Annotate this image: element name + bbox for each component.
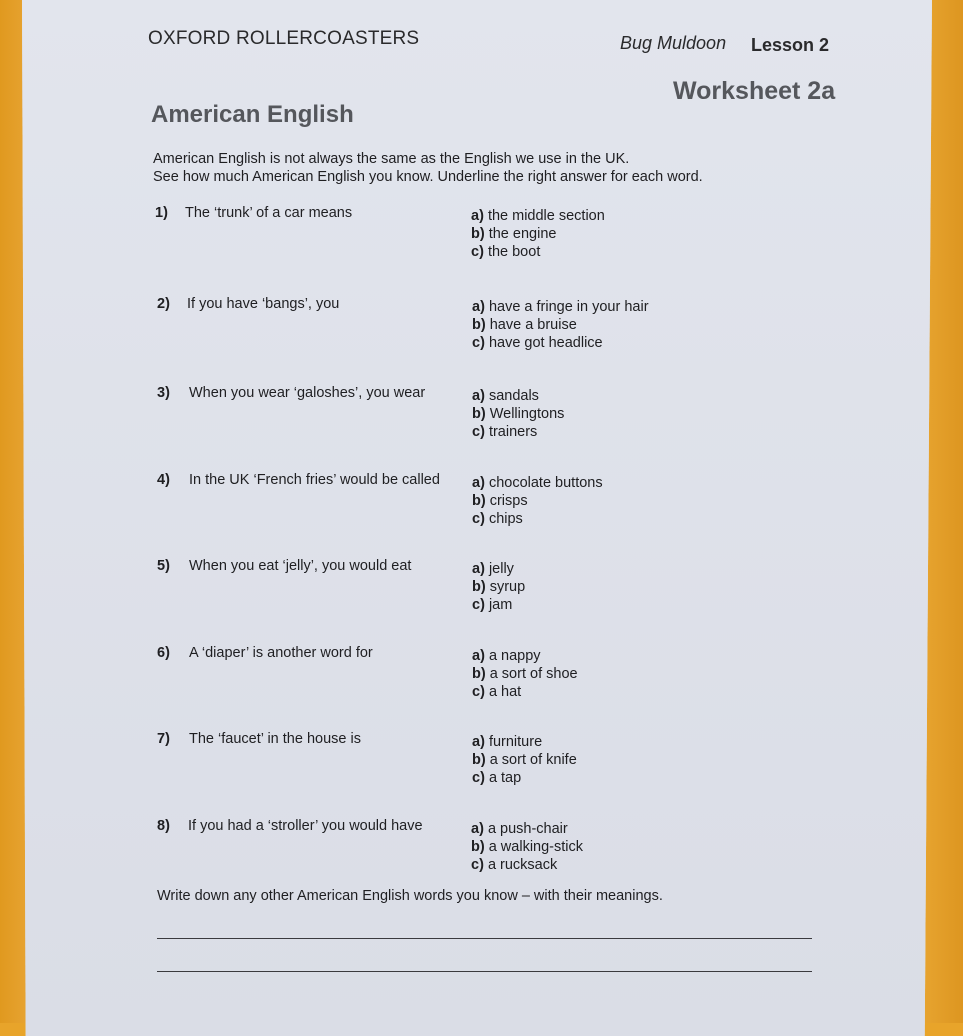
option-label: c): [472, 424, 485, 440]
option-text: a nappy: [488, 648, 541, 664]
option-label: b): [471, 839, 485, 855]
question-number: 1): [155, 205, 168, 221]
option-b[interactable]: [471, 838, 583, 856]
footer-instruction: Write down any other American English words you know – with their meanings.: [157, 888, 663, 904]
option-text: syrup: [489, 579, 526, 595]
option-c[interactable]: [472, 423, 564, 441]
lesson-label: Lesson 2: [751, 35, 830, 55]
option-a[interactable]: [472, 647, 578, 665]
option-c[interactable]: [471, 243, 605, 261]
option-a[interactable]: [472, 733, 577, 751]
option-text: a hat: [488, 684, 522, 700]
answer-options: [472, 560, 525, 614]
option-label: c): [472, 597, 485, 613]
option-label: a): [471, 821, 484, 837]
option-text: crisps: [489, 493, 528, 509]
question-number: 2): [157, 296, 170, 312]
option-label: a): [472, 734, 485, 750]
answer-options: [472, 647, 578, 701]
option-label: c): [472, 335, 485, 351]
question-number: 6): [157, 645, 170, 661]
option-label: b): [472, 666, 486, 682]
option-a[interactable]: [471, 820, 583, 838]
option-label: b): [472, 752, 486, 768]
option-text: furniture: [488, 734, 543, 750]
question-text: In the UK ‘French fries’ would be called: [189, 472, 440, 488]
publisher-name: OXFORD ROLLERCOASTERS: [148, 28, 420, 49]
option-text: a tap: [488, 770, 522, 786]
option-a[interactable]: [472, 298, 649, 316]
question-text: When you eat ‘jelly’, you would eat: [189, 558, 412, 574]
question-text: A ‘diaper’ is another word for: [189, 645, 373, 661]
option-text: a push-chair: [487, 821, 568, 837]
option-b[interactable]: [472, 316, 649, 334]
intro-line-1: American English is not always the same as the English we use in the UK.: [153, 151, 630, 167]
answer-options: [471, 820, 583, 874]
option-text: Wellingtons: [489, 406, 565, 422]
option-text: have a fringe in your hair: [488, 299, 649, 315]
option-c[interactable]: [472, 769, 577, 787]
option-label: a): [472, 561, 485, 577]
answer-options: [471, 207, 605, 261]
question-number: 4): [157, 472, 170, 488]
option-label: c): [472, 684, 485, 700]
question-text: The ‘trunk’ of a car means: [185, 205, 353, 221]
answer-line-2[interactable]: [157, 971, 812, 972]
question-number: 5): [157, 558, 170, 574]
option-text: chocolate buttons: [488, 475, 603, 491]
option-text: have a bruise: [489, 317, 577, 333]
option-text: the middle section: [487, 208, 605, 224]
option-label: a): [471, 208, 484, 224]
option-c[interactable]: [472, 683, 578, 701]
question-number: 3): [157, 385, 170, 401]
option-label: a): [472, 475, 485, 491]
option-b[interactable]: [472, 492, 603, 510]
worksheet-label: Worksheet 2a: [673, 77, 836, 105]
option-label: c): [472, 511, 485, 527]
option-text: a rucksack: [487, 857, 558, 873]
option-text: jelly: [488, 561, 514, 577]
option-label: b): [472, 406, 486, 422]
option-b[interactable]: [471, 225, 605, 243]
option-c[interactable]: [472, 334, 649, 352]
option-label: b): [471, 226, 485, 242]
option-label: b): [472, 579, 486, 595]
question-text: If you have ‘bangs’, you: [187, 296, 340, 312]
option-text: the boot: [487, 244, 541, 260]
option-label: c): [472, 770, 485, 786]
question-text: When you wear ‘galoshes’, you wear: [189, 385, 426, 401]
question-text: The ‘faucet’ in the house is: [189, 731, 361, 747]
author-name: Bug Muldoon: [620, 33, 727, 53]
option-text: sandals: [488, 388, 539, 404]
answer-line-1[interactable]: [157, 938, 812, 939]
page-title: American English: [151, 101, 354, 128]
option-label: a): [472, 648, 485, 664]
option-b[interactable]: [472, 665, 578, 683]
option-label: b): [472, 493, 486, 509]
answer-options: [472, 387, 564, 441]
intro-line-2: See how much American English you know. Underline the right answer for each word.: [153, 169, 703, 185]
option-c[interactable]: [472, 596, 525, 614]
option-text: the engine: [488, 226, 557, 242]
option-text: a sort of shoe: [489, 666, 578, 682]
option-label: b): [472, 317, 486, 333]
option-a[interactable]: [472, 560, 525, 578]
option-label: a): [472, 388, 485, 404]
option-label: a): [472, 299, 485, 315]
answer-options: [472, 733, 577, 787]
option-a[interactable]: [472, 474, 603, 492]
intro-text: [153, 150, 703, 186]
option-text: have got headlice: [488, 335, 603, 351]
option-text: a walking-stick: [488, 839, 583, 855]
answer-options: [472, 474, 603, 528]
option-a[interactable]: [471, 207, 605, 225]
option-label: c): [471, 857, 484, 873]
option-text: a sort of knife: [489, 752, 577, 768]
option-text: chips: [488, 511, 523, 527]
option-text: trainers: [488, 424, 538, 440]
question-number: 7): [157, 731, 170, 747]
question-text: If you had a ‘stroller’ you would have: [188, 818, 423, 834]
option-b[interactable]: [472, 751, 577, 769]
question-number: 8): [157, 818, 170, 834]
answer-options: [472, 298, 649, 352]
option-text: jam: [488, 597, 513, 613]
option-label: c): [471, 244, 484, 260]
option-b[interactable]: [472, 405, 564, 423]
option-b[interactable]: [472, 578, 525, 596]
option-c[interactable]: [472, 510, 603, 528]
option-a[interactable]: [472, 387, 564, 405]
option-c[interactable]: [471, 856, 583, 874]
